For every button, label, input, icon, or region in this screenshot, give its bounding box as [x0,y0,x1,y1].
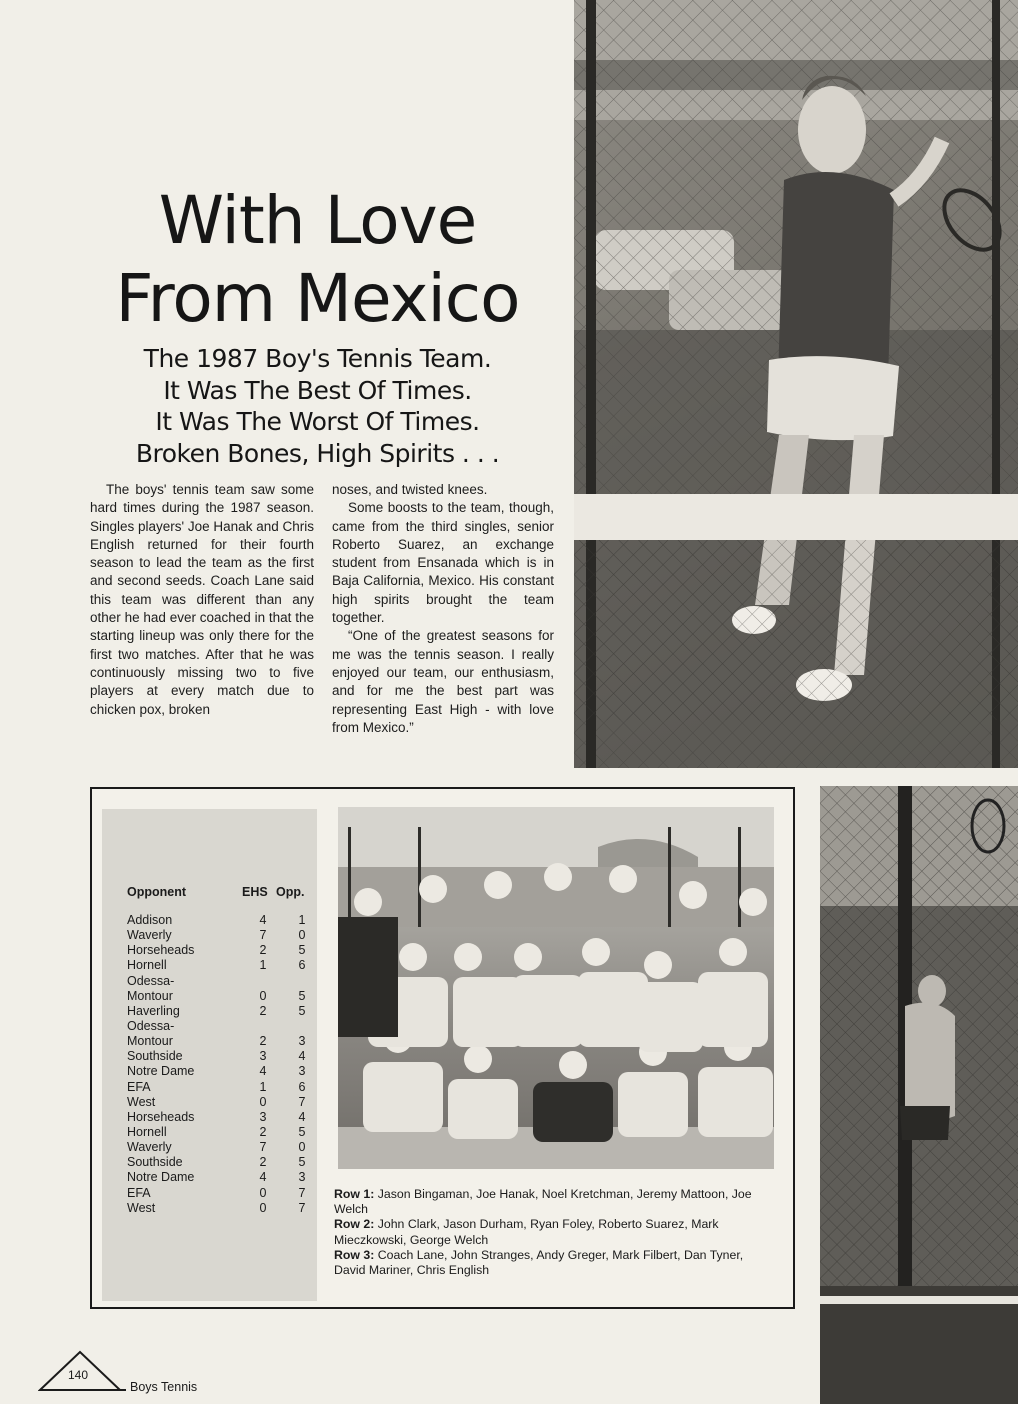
schedule-opponent: Hornell [127,958,167,973]
schedule-row [127,1140,312,1155]
caption-row-3 [334,1248,774,1278]
article-paragraph-1: The boys' tennis team saw some hard times during the 1987 season. Singles players' Joe Hanak and Chris English returned for their fourth season to lead the team as the first and second seeds. Coach Lane said this team was different than any other he had ever coached in that the starting lineup was only there for the first two matches. After that he was continuously missing two to five players at every match due to chicken pox, broken [90,482,314,717]
schedule-row [127,1064,312,1079]
schedule-opp-score: 7 [298,1185,306,1200]
schedule-opponent: EFA [127,1079,151,1094]
schedule-opponent: Southside [127,1155,183,1170]
schedule-opp-score: 6 [298,1079,306,1094]
schedule-opp-score: 3 [298,1034,306,1049]
headline [60,182,575,338]
caption-row-2 [334,1217,774,1247]
schedule-opponent: Waverly [127,1140,172,1155]
schedule-opponent: Notre Dame [127,1170,195,1185]
schedule-row [127,1019,312,1034]
article-column-right [332,481,554,737]
headline-line-2: From Mexico [115,260,520,337]
schedule-ehs-score: 0 [259,1094,267,1109]
schedule-opponent: Horseheads [127,1109,195,1124]
tennis-player-photo [574,0,1018,768]
schedule-table [127,913,312,1216]
schedule-row [127,1080,312,1095]
header-opponent: Opponent [127,885,187,899]
schedule-row [127,1155,312,1170]
article-paragraph-1-continued: noses, and twisted knees. [332,482,488,497]
schedule-ehs-score: 4 [259,913,267,927]
schedule-ehs-score: 1 [259,958,267,973]
schedule-opponent: Haverling [127,1003,180,1018]
header-opp: Opp. [276,885,305,899]
subheadline-line-2: It Was The Best Of Times. [163,375,472,405]
schedule-row [127,943,312,958]
schedule-opponent: Notre Dame [127,1064,195,1079]
schedule-opp-score: 5 [298,988,306,1003]
schedule-ehs-score: 1 [259,1079,267,1094]
subheadline-line-3: It Was The Worst Of Times. [155,407,480,436]
caption-row-2-label: Row 2: [334,1217,375,1232]
schedule-opponent: Odessa- [127,1018,175,1033]
subheadline [60,343,575,469]
team-group-photo [338,807,774,1169]
schedule-row [127,1034,312,1049]
schedule-opponent: Waverly [127,928,172,943]
schedule-row [127,928,312,943]
schedule-ehs-score: 3 [259,1049,267,1064]
schedule-opponent: Hornell [127,1124,167,1139]
article-paragraph-2: Some boosts to the team, though, came from the third singles, senior Roberto Suarez, an exchange student from Ensanada which is in Baja California, Mexico. His constant high spirits brought the team together. [332,500,554,626]
schedule-ehs-score: 0 [259,1200,267,1215]
schedule-opp-score: 4 [298,1109,306,1124]
schedule-opp-score: 4 [298,1049,306,1064]
schedule-opp-score: 5 [298,1155,306,1170]
schedule-ehs-score: 7 [259,1140,267,1155]
caption-row-2-names: John Clark, Jason Durham, Ryan Foley, Roberto Suarez, Mark Mieczkowski, George Welch [334,1217,719,1247]
schedule-row [127,958,312,973]
schedule-opponent: Addison [127,913,173,927]
schedule-row [127,913,312,928]
header-ehs: EHS [242,885,268,899]
schedule-row [127,1125,312,1140]
team-photo-caption [334,1187,774,1278]
caption-row-1-names: Jason Bingaman, Joe Hanak, Noel Kretchman, Jeremy Mattoon, Joe Welch [334,1187,752,1217]
schedule-ehs-score: 4 [259,1170,267,1185]
schedule-opp-score: 7 [298,1200,306,1215]
schedule-opp-score: 5 [298,1003,306,1018]
schedule-opponent: West [127,1200,156,1215]
schedule-opponent: Horseheads [127,943,195,958]
schedule-row [127,1110,312,1125]
schedule-row [127,974,312,989]
schedule-opponent: West [127,1094,156,1109]
subheadline-line-1: The 1987 Boy's Tennis Team. [143,344,492,373]
schedule-ehs-score: 3 [259,1109,267,1124]
caption-row-3-names: Coach Lane, John Stranges, Andy Greger, Mark Filbert, Dan Tyner, David Mariner, Chris English [334,1247,744,1278]
schedule-row [127,1004,312,1019]
schedule-ehs-score: 2 [259,1155,267,1170]
subheadline-line-4: Broken Bones, High Spirits . . . [135,438,500,468]
schedule-opp-score: 3 [298,1170,306,1185]
schedule-row [127,1170,312,1185]
caption-row-1 [334,1187,774,1217]
schedule-ehs-score: 7 [259,928,267,943]
schedule-opp-score: 1 [298,913,306,927]
schedule-row [127,1095,312,1110]
schedule-opp-score: 0 [298,1140,306,1155]
schedule-opponent: Montour [127,1034,173,1049]
schedule-ehs-score: 0 [259,1185,267,1200]
article-column-left [90,481,314,719]
schedule-ehs-score: 4 [259,1064,267,1079]
tennis-player-illustration [574,0,1018,768]
schedule-opp-score: 3 [298,1064,306,1079]
schedule-opponent: Southside [127,1049,183,1064]
tennis-court-illustration [820,786,1018,1404]
article-paragraph-3: “One of the greatest seasons for me was the tennis season. I really enjoyed our team, our enthusiasm, and for me the best part was representing East High - with love from Mexico.” [332,628,554,735]
page-number: 140 [68,1368,89,1382]
schedule-opp-score: 7 [298,1094,306,1109]
schedule-row [127,1049,312,1064]
schedule-row [127,989,312,1004]
schedule-opp-score: 5 [298,1124,306,1139]
schedule-ehs-score: 0 [259,988,267,1003]
schedule-ehs-score: 2 [259,1124,267,1139]
caption-row-3-label: Row 3: [334,1247,375,1262]
schedule-ehs-score: 2 [259,1003,267,1018]
schedule-opponent: Odessa- [127,973,175,988]
section-title: Boys Tennis [130,1380,198,1394]
schedule-ehs-score: 2 [259,1034,267,1049]
schedule-opp-score: 6 [298,958,306,973]
caption-row-1-label: Row 1: [334,1187,375,1201]
schedule-row [127,1186,312,1201]
schedule-opponent: EFA [127,1185,151,1200]
tennis-court-photo [820,786,1018,1404]
schedule-header [27,885,305,900]
schedule-ehs-score: 2 [259,943,267,958]
schedule-opponent: Montour [127,988,173,1003]
schedule-opp-score: 5 [298,943,306,958]
headline-line-1: With Love [158,182,477,259]
team-group-illustration [338,807,774,1169]
schedule-row [127,1201,312,1216]
schedule-opp-score: 0 [298,928,306,943]
